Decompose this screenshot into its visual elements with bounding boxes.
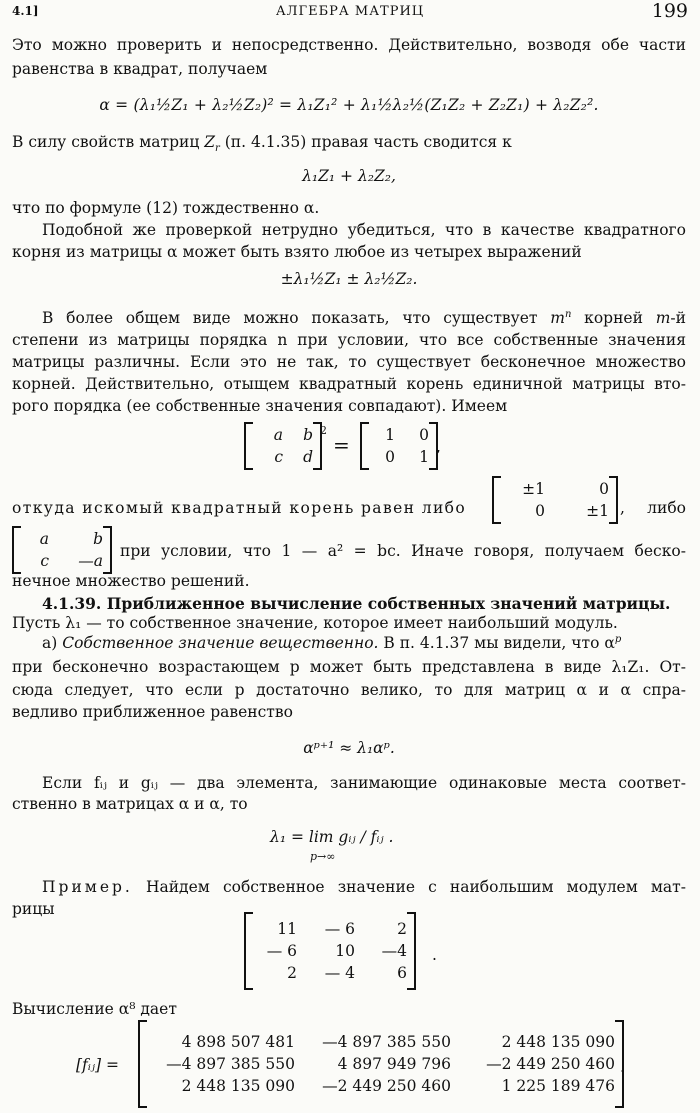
formula-approx: αᵖ⁺¹ ≈ λ₁αᵖ. <box>303 739 395 757</box>
text-line: ведливо приближенное равенство <box>12 703 293 721</box>
text-line: сюда следует, что если p достаточно велико, то для матриц α и α спра- <box>12 681 686 699</box>
matrix-cell: b <box>303 426 313 444</box>
text-line: Это можно проверить и непосредственно. Действительно, возводя обе части <box>12 36 686 54</box>
text-line: откуда искомый квадратный корень равен либо <box>12 499 467 517</box>
comma: , <box>620 499 625 517</box>
matrix-cell: 2 448 135 090 <box>181 1077 295 1095</box>
matrix-pm-diag <box>492 476 618 524</box>
matrix-cell: 11 <box>277 920 297 938</box>
limit-subscript: p→∞ <box>310 850 336 863</box>
matrix-identity <box>360 422 438 470</box>
text-line: В силу свойств матриц $Z_r$ (п. 4.1.35) правая часть сводится к <box>12 133 512 155</box>
text-line: Подобной же проверкой нетрудно убедиться, что в качестве квадратного <box>42 221 686 239</box>
matrix-cell: — 4 <box>324 964 355 982</box>
matrix-cell: 4 897 949 796 <box>337 1055 451 1073</box>
text-line: рого порядка (ее собственные значения совпадают). Имеем <box>12 397 508 415</box>
matrix-cell: 1 <box>419 448 429 466</box>
text-line: а) Собственное значение вещественно. В п. 4.1.37 мы видели, что $\alpha^p$ <box>42 633 622 652</box>
formula-alpha-squared: α = (λ₁½Z₁ + λ₂½Z₂)² = λ₁Z₁² + λ₁½λ₂½(Z₁Z₂ + Z₂Z₁) + λ₂Z₂². <box>99 96 599 114</box>
equals-sign: = <box>333 433 350 457</box>
matrix-cell: 4 898 507 481 <box>181 1033 295 1051</box>
matrix-cell: a <box>39 530 49 548</box>
matrix-cell: 6 <box>397 964 407 982</box>
matrix-cell: 10 <box>335 942 355 960</box>
text-line: Если fᵢⱼ и gᵢⱼ — два элемента, занимающие одинаковые места соответ- <box>42 774 686 792</box>
matrix-abcd <box>244 422 322 470</box>
running-header <box>12 2 688 26</box>
text-line: корня из матрицы α может быть взято любое из четырех выражений <box>12 243 582 261</box>
text-line: Пусть λ₁ — то собственное значение, которое имеет наибольший модуль. <box>12 614 618 632</box>
matrix-cell: 1 225 189 476 <box>501 1077 615 1095</box>
period: . <box>432 946 437 964</box>
matrix-cell: —4 897 385 550 <box>166 1055 295 1073</box>
matrix-cell: d <box>303 448 313 466</box>
matrix-cell: —4 897 385 550 <box>322 1033 451 1051</box>
text-line: степени из матрицы порядка n при условии, что все собственные значения <box>12 331 686 349</box>
matrix-cell: 2 448 135 090 <box>501 1033 615 1051</box>
text-line: корней. Действительно, отыщем квадратный корень единичной матрицы вто- <box>12 375 686 393</box>
matrix-cell: 2 <box>397 920 407 938</box>
comma: , <box>436 438 441 456</box>
text-line: рицы <box>12 900 55 918</box>
matrix-cell: —2 449 250 460 <box>486 1055 615 1073</box>
text-line: равенства в квадрат, получаем <box>12 60 268 78</box>
text-line: В более общем виде можно показать, что существует $m^n$ корней m-й <box>42 308 686 327</box>
text-line: Пример. Найдем собственное значение с наибольшим модулем мат- <box>42 878 686 896</box>
chapter-title: АЛГЕБРА МАТРИЦ <box>275 4 425 19</box>
text-line: матрицы различны. Если это не так, то существует бесконечное множество <box>12 353 686 371</box>
text-line: при условии, что 1 — a² = bc. Иначе говоря, получаем беско- <box>120 542 686 560</box>
text-line: нечное множество решений. <box>12 572 250 590</box>
matrix-cell: 0 <box>535 502 545 520</box>
matrix-cell: —2 449 250 460 <box>322 1077 451 1095</box>
matrix-cell: 0 <box>599 480 609 498</box>
f-matrix-label: [fᵢⱼ] = <box>76 1056 119 1074</box>
matrix-cell: —a <box>78 552 103 570</box>
text-line: при бесконечно возрастающем p может быть представлена в виде λ₁Z₁. От- <box>12 658 686 676</box>
matrix-cell: ±1 <box>522 480 545 498</box>
matrix-cell: ±1 <box>586 502 609 520</box>
exponent-2: 2 <box>320 424 327 437</box>
matrix-cell: 0 <box>385 448 395 466</box>
period: . <box>620 1058 625 1076</box>
matrix-cell: — 6 <box>324 920 355 938</box>
matrix-cell: — 6 <box>266 942 297 960</box>
matrix-cell: c <box>274 448 283 466</box>
matrix-abca <box>12 526 112 574</box>
matrix-cell: —4 <box>381 942 407 960</box>
text-line: что по формуле (12) тождественно α. <box>12 199 320 217</box>
matrix-cell: 2 <box>287 964 297 982</box>
matrix-cell: b <box>93 530 103 548</box>
text-line: Вычисление α⁸ дает <box>12 1000 177 1018</box>
matrix-cell: 1 <box>385 426 395 444</box>
matrix-example <box>244 912 416 990</box>
matrix-cell: c <box>40 552 49 570</box>
formula-limit: λ₁ = lim gᵢⱼ / fᵢⱼ . <box>270 828 394 846</box>
matrix-cell: 0 <box>419 426 429 444</box>
text-line: ственно в матрицах α и α, то <box>12 795 248 813</box>
section-heading: 4.1.39. Приближенное вычисление собственных значений матрицы. <box>42 594 671 613</box>
section-ref: 4.1] <box>12 4 39 18</box>
formula-sum: λ₁Z₁ + λ₂Z₂, <box>302 167 396 185</box>
text-word: либо <box>647 499 686 517</box>
matrix-alpha8 <box>138 1020 624 1108</box>
page-number: 199 <box>651 0 688 22</box>
formula-pm: ±λ₁½Z₁ ± λ₂½Z₂. <box>280 270 418 288</box>
matrix-cell: a <box>273 426 283 444</box>
